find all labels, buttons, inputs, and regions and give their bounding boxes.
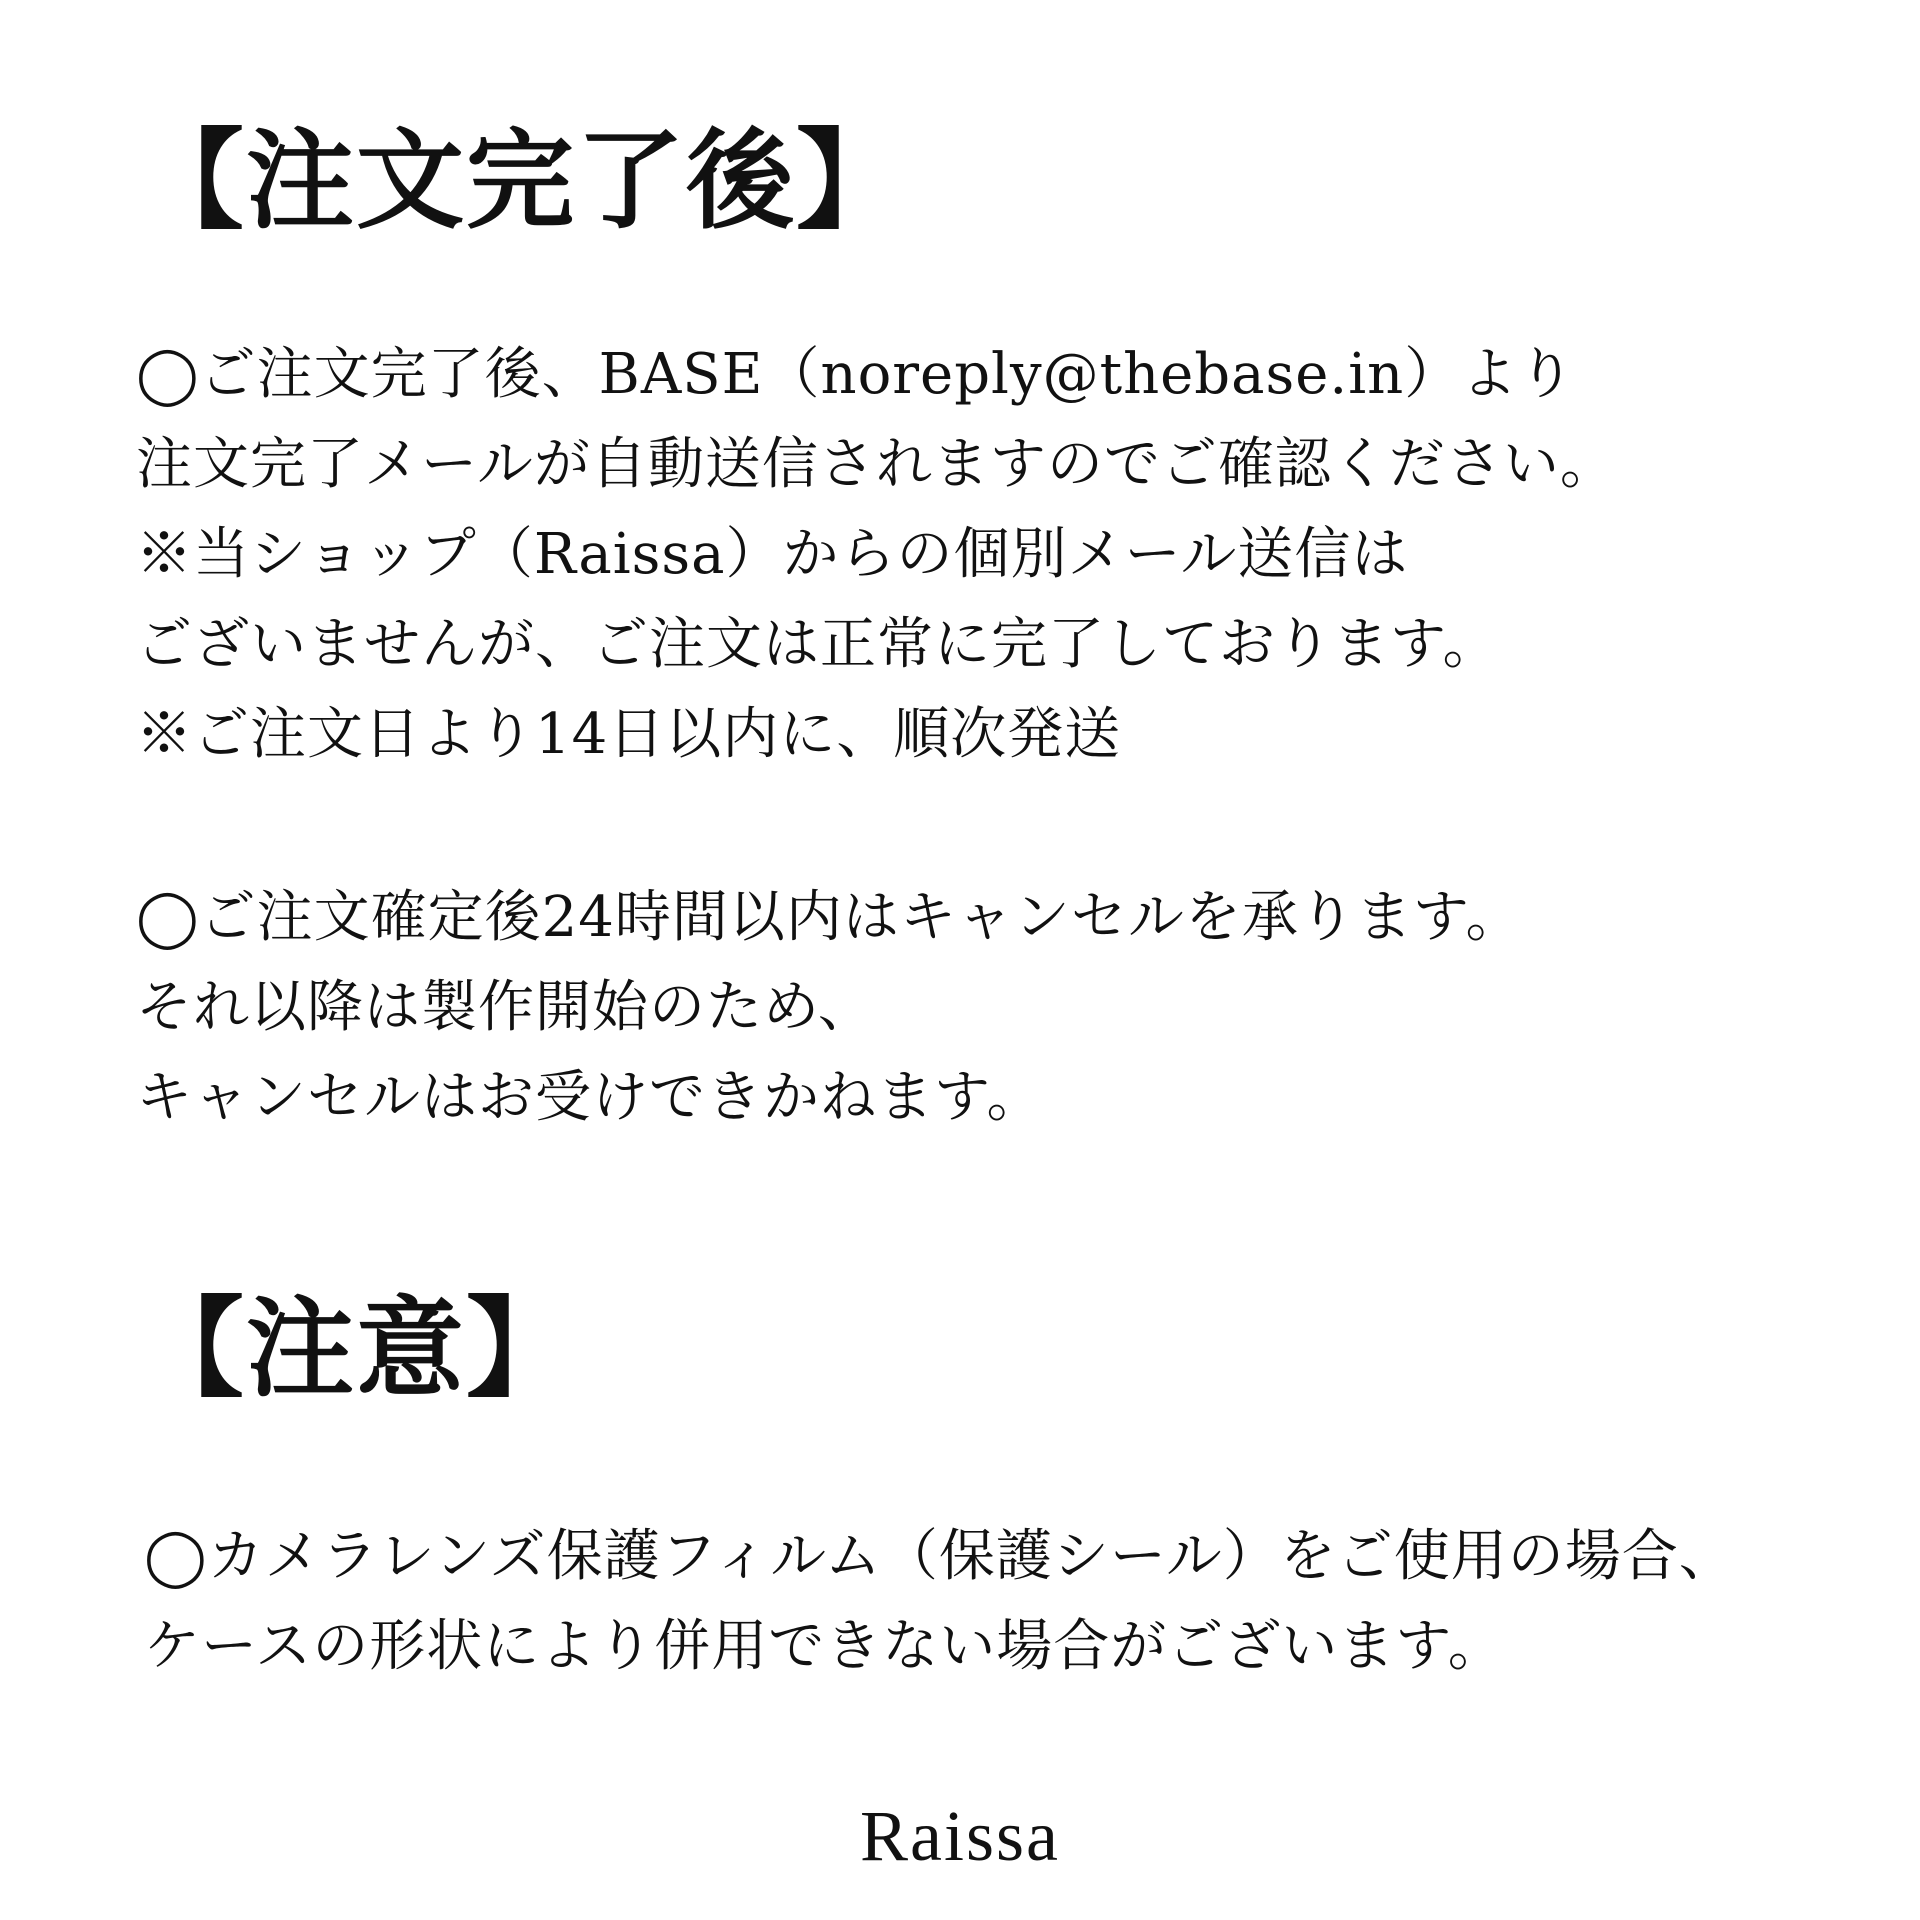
text-line: キャンセルはお受けできかねます。 [136, 1065, 1044, 1130]
text-line: ※当ショップ（Raissa）からの個別メール送信は [136, 522, 1409, 587]
heading-after-order: 【注文完了後】 [136, 119, 907, 244]
order-completion-paragraph [136, 330, 1617, 780]
text-line: ございませんが、ご注文は正常に完了しております。 [136, 612, 1500, 677]
heading-notice: 【注意】 [136, 1287, 577, 1412]
text-line: ◯ご注文完了後、BASE（noreply@thebase.in）より [136, 342, 1576, 407]
text-line: ケースの形状により併用できない場合がございます。 [144, 1614, 1505, 1679]
text-line: それ以降は製作開始のため、 [136, 975, 875, 1040]
lens-film-notice-paragraph [144, 1512, 1736, 1692]
brand-name: Raissa [860, 1796, 1060, 1876]
cancellation-paragraph [136, 873, 1522, 1143]
text-line: ◯カメラレンズ保護フィルム（保護シール）をご使用の場合、 [144, 1524, 1736, 1589]
text-line: ◯ご注文確定後24時間以内はキャンセルを承ります。 [136, 885, 1523, 950]
text-line: 注文完了メールが自動送信されますのでご確認ください。 [136, 432, 1617, 497]
text-line: ※ご注文日より14日以内に、順次発送 [136, 702, 1122, 767]
